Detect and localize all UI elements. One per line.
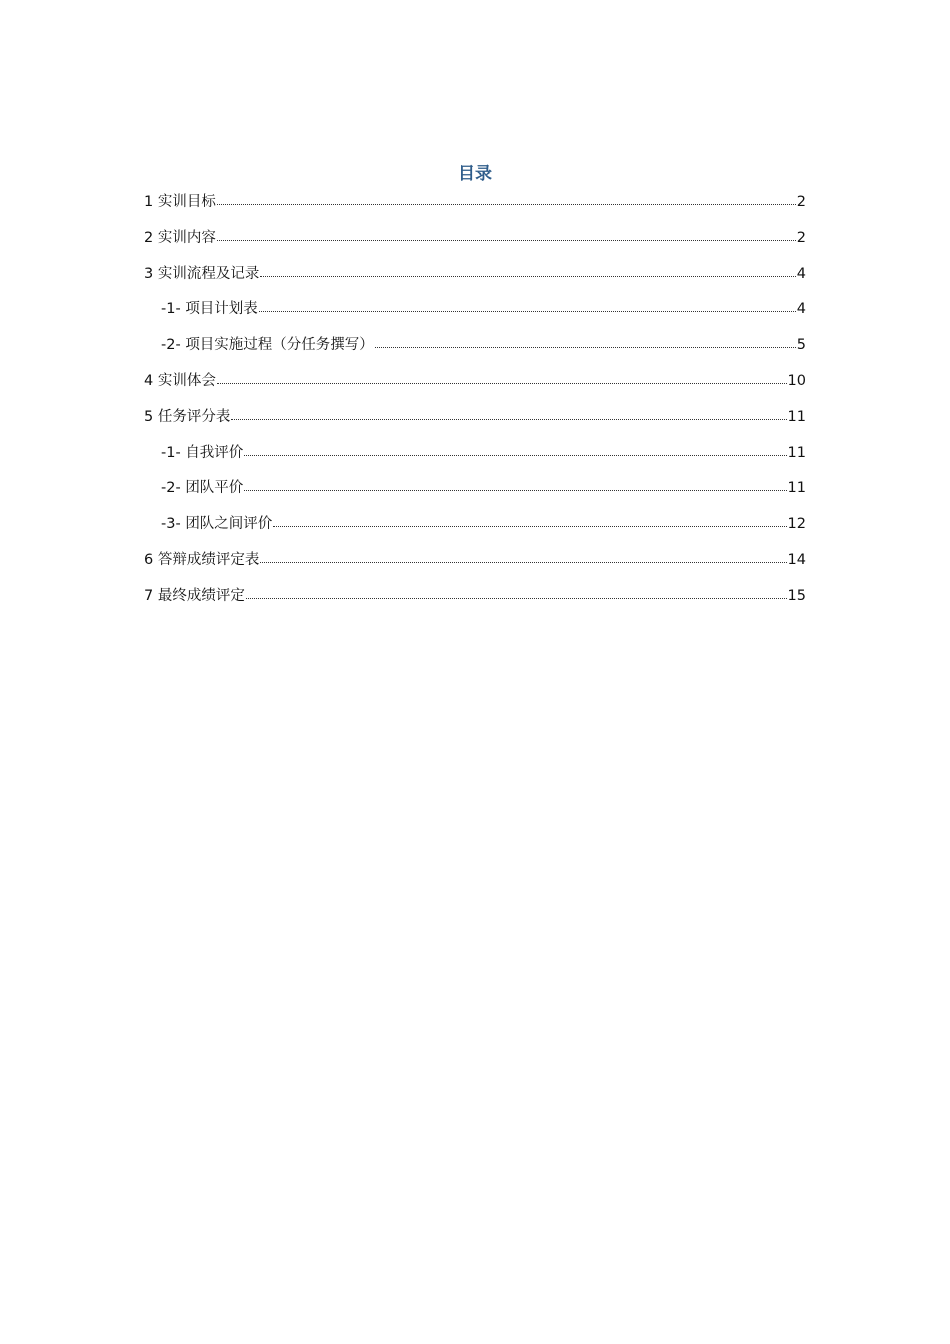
toc-entry-6[interactable]	[144, 548, 806, 584]
toc-entry-label: 4 实训体会	[144, 372, 216, 389]
toc-dot-leader	[231, 407, 786, 421]
toc-list	[144, 190, 806, 620]
toc-entry-label: -2- 团队平价	[161, 480, 244, 497]
toc-page-number: 11	[787, 408, 806, 425]
toc-entry-label: 6 答辩成绩评定表	[144, 551, 260, 568]
toc-entry-label: 3 实训流程及记录	[144, 265, 260, 282]
toc-dot-leader	[217, 228, 796, 242]
toc-entry-label: -2- 项目实施过程（分任务撰写）	[161, 337, 374, 354]
toc-entry-label: 2 实训内容	[144, 229, 216, 246]
toc-entry-label: 1 实训目标	[144, 194, 216, 210]
toc-entry-label: 5 任务评分表	[144, 408, 231, 425]
toc-entry-1[interactable]	[144, 190, 806, 226]
toc-page-number: 11	[787, 444, 806, 461]
toc-entry-2[interactable]	[144, 226, 806, 262]
toc-page-number: 2	[796, 229, 806, 246]
toc-entry-label: -3- 团队之间评价	[161, 516, 273, 533]
toc-entry-4[interactable]	[144, 369, 806, 405]
toc-page-number: 4	[796, 301, 806, 318]
toc-page-number: 10	[787, 372, 806, 389]
toc-entry-label: 7 最终成绩评定	[144, 587, 245, 604]
toc-page-number: 5	[796, 337, 806, 354]
toc-dot-leader	[375, 335, 796, 349]
toc-page-number: 15	[787, 587, 806, 604]
toc-entry-5-2[interactable]	[144, 476, 806, 512]
toc-entry-7[interactable]	[144, 584, 806, 620]
toc-entry-label: -1- 项目计划表	[161, 301, 258, 318]
toc-dot-leader	[260, 550, 786, 564]
toc-dot-leader	[259, 299, 796, 313]
toc-dot-leader	[246, 586, 787, 600]
toc-dot-leader	[217, 371, 787, 385]
toc-entry-5-3[interactable]	[144, 512, 806, 548]
toc-page-number: 4	[796, 265, 806, 282]
toc-page-number: 11	[787, 480, 806, 497]
toc-dot-leader	[273, 514, 786, 528]
toc-page-number: 12	[787, 516, 806, 533]
toc-entry-3-2[interactable]	[144, 333, 806, 369]
toc-entry-5-1[interactable]	[144, 441, 806, 477]
toc-dot-leader	[260, 264, 795, 278]
toc-dot-leader	[244, 443, 786, 457]
toc-page-number: 2	[796, 194, 806, 210]
toc-title: 目录	[458, 164, 492, 184]
toc-entry-3-1[interactable]	[144, 297, 806, 333]
toc-page-number: 14	[787, 551, 806, 568]
toc-entry-label: -1- 自我评价	[161, 444, 244, 461]
toc-dot-leader	[217, 192, 796, 206]
toc-entry-5[interactable]	[144, 405, 806, 441]
toc-dot-leader	[244, 478, 786, 492]
toc-entry-3[interactable]	[144, 262, 806, 298]
